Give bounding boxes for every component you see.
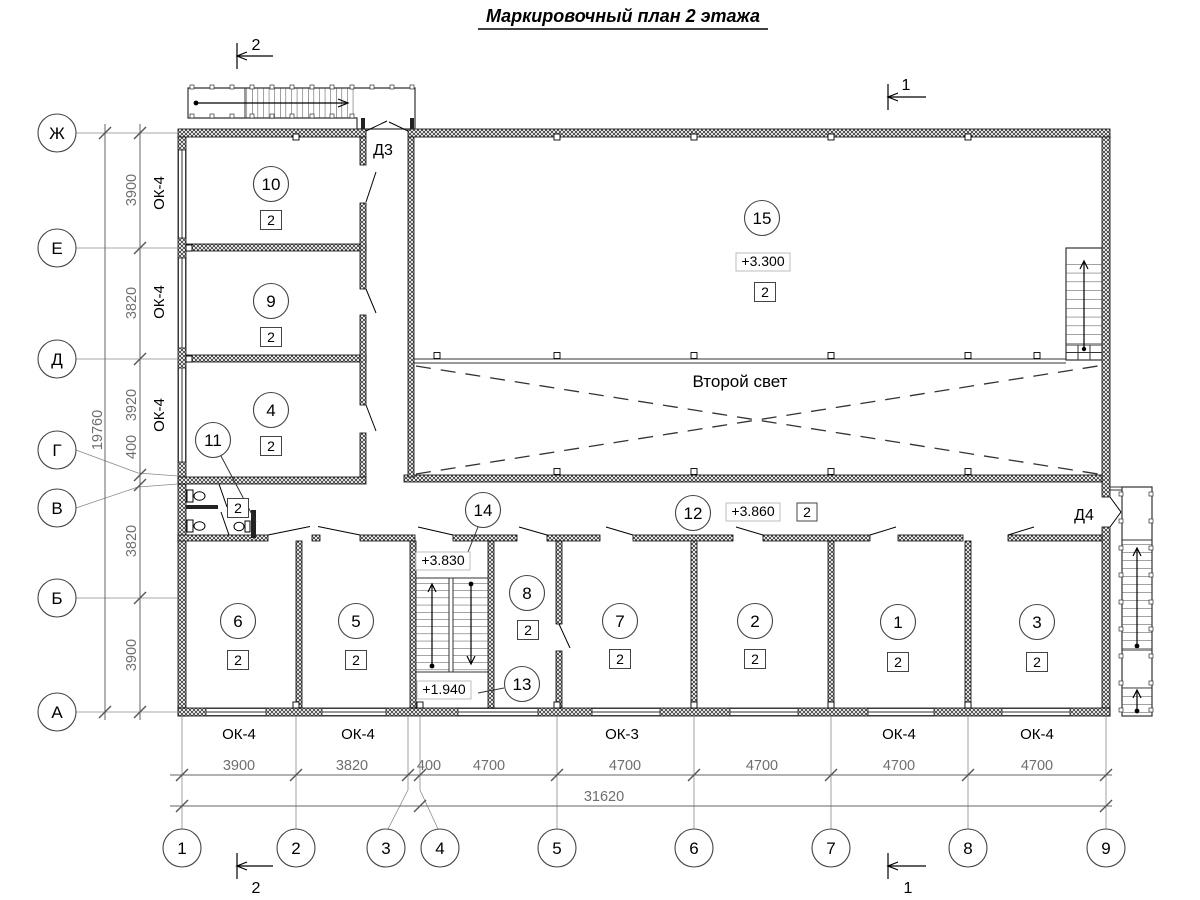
section-mark-1-top	[888, 77, 926, 110]
elevation-hall: +3.300	[741, 253, 785, 269]
room-category: 2	[267, 438, 275, 454]
axis-label: Д	[51, 350, 63, 369]
room-tag-14	[466, 493, 501, 558]
section-digit: 2	[251, 880, 261, 897]
axis-label: Ж	[49, 124, 65, 143]
elevation-stair-upper: +3.830	[421, 552, 465, 568]
axis-markers-bottom	[163, 829, 1125, 867]
axis-label: В	[51, 499, 63, 518]
dim-left-1: 3900	[124, 173, 140, 207]
dim-bottom-2: 3820	[335, 758, 369, 774]
axis-label: 1	[177, 839, 187, 858]
dim-bottom-8: 4700	[1020, 758, 1054, 774]
room-tag-9	[254, 284, 289, 347]
stairs-central	[416, 578, 488, 672]
page-title: Маркировочный план 2 этажа	[485, 6, 761, 26]
room-number: 2	[750, 612, 760, 631]
window-label-bottom-3: ОК-3	[605, 726, 639, 743]
window-label-bottom-1: ОК-4	[222, 726, 256, 743]
dim-bottom-6: 4700	[745, 758, 779, 774]
dim-left-5: 3820	[124, 524, 140, 558]
stairs-hall-interior	[1066, 248, 1102, 360]
wc-fixture-2	[187, 520, 205, 532]
room-number: 4	[266, 401, 276, 420]
dim-bottom-1: 3900	[222, 758, 256, 774]
axis-label: Б	[51, 589, 63, 608]
room-category: 2	[616, 651, 624, 667]
room-category: 2	[761, 284, 769, 300]
stairs-top-exterior	[188, 85, 415, 129]
axis-markers-left	[38, 114, 76, 731]
section-mark-2-bottom	[237, 853, 273, 897]
dim-left-3: 3920	[124, 388, 140, 422]
room-tag-1	[881, 605, 916, 672]
room-number: 3	[1032, 613, 1042, 632]
section-digit: 1	[901, 77, 911, 94]
wc-fixture-1	[187, 490, 205, 502]
room-number: 8	[522, 584, 532, 603]
room-number: 5	[351, 612, 361, 631]
room-category: 2	[524, 622, 532, 638]
room-tag-2	[738, 604, 773, 669]
elevation-stair-lower: +1.940	[422, 681, 466, 697]
room-number: 11	[204, 431, 222, 450]
room-category: 2	[267, 329, 275, 345]
room-category: 2	[751, 651, 759, 667]
window-label-bottom-5: ОК-4	[1020, 726, 1054, 743]
stair-stringer	[449, 578, 453, 672]
room-category: 2	[894, 654, 902, 670]
axis-label: Е	[51, 239, 63, 258]
axis-label: 3	[381, 839, 391, 858]
window-label-bottom-4: ОК-4	[882, 726, 916, 743]
room-category: 2	[234, 500, 242, 516]
room-category: 2	[1033, 654, 1041, 670]
window-label-left-1: ОК-4	[151, 176, 168, 210]
axis-label: 4	[435, 839, 445, 858]
dim-bottom-total: 31620	[583, 789, 625, 805]
room-tag-3	[1020, 605, 1055, 672]
second-light-label: Второй свет	[692, 372, 788, 391]
window-label-left-3: ОК-4	[151, 398, 168, 432]
room-tag-5	[339, 604, 374, 670]
room-number: 13	[512, 675, 532, 694]
axis-label: А	[51, 703, 63, 722]
section-digit: 1	[903, 880, 913, 897]
axis-label: 9	[1101, 839, 1111, 858]
door-label-d3: Д3	[373, 142, 393, 159]
wc-fixture-3	[234, 521, 250, 532]
dim-left-4: 400	[124, 434, 140, 460]
axis-label: 7	[826, 839, 836, 858]
walls	[178, 129, 1110, 716]
dim-left-6: 3900	[124, 638, 140, 672]
drawing-title	[478, 6, 768, 29]
room-number: 1	[893, 613, 903, 632]
room-tag-8	[510, 576, 545, 640]
window-label-bottom-2: ОК-4	[341, 726, 375, 743]
stairs-right-exterior	[1110, 487, 1153, 716]
room-category: 2	[803, 504, 811, 520]
axis-label: Г	[52, 441, 62, 460]
room-category: 2	[267, 212, 275, 228]
room-number: 6	[233, 612, 243, 631]
dim-bottom-7: 4700	[882, 758, 916, 774]
room-number: 12	[683, 504, 703, 523]
room-number: 9	[266, 292, 276, 311]
room-number: 7	[615, 612, 625, 631]
room-tag-6	[221, 604, 256, 670]
dim-left-total: 19760	[90, 409, 106, 451]
dim-bottom-5: 4700	[608, 758, 642, 774]
dim-left-2: 3820	[124, 286, 140, 320]
room-number: 15	[752, 209, 772, 228]
window-label-left-2: ОК-4	[151, 285, 168, 319]
room-tag-7	[603, 604, 638, 669]
room-tag-15	[745, 201, 780, 302]
room-number: 10	[261, 175, 281, 194]
section-mark-2-top	[237, 37, 273, 69]
axis-label: 8	[963, 839, 973, 858]
axis-label: 6	[689, 839, 699, 858]
axis-label: 5	[552, 839, 562, 858]
second-light-void	[414, 359, 1098, 474]
section-mark-1-bottom	[888, 853, 926, 897]
room-category: 2	[234, 652, 242, 668]
room-tag-4	[254, 393, 289, 456]
elevation-corridor: +3.860	[731, 503, 775, 519]
room-category: 2	[352, 652, 360, 668]
dimensions-bottom	[170, 716, 1112, 829]
room-tag-10	[254, 167, 289, 230]
window-labels	[151, 176, 1054, 743]
dim-bottom-3: 400	[416, 758, 442, 774]
dim-bottom-4: 4700	[472, 758, 506, 774]
section-digit: 2	[251, 37, 261, 54]
room-number: 14	[473, 501, 493, 520]
door-label-d4: Д4	[1074, 507, 1094, 524]
axis-label: 2	[291, 839, 301, 858]
